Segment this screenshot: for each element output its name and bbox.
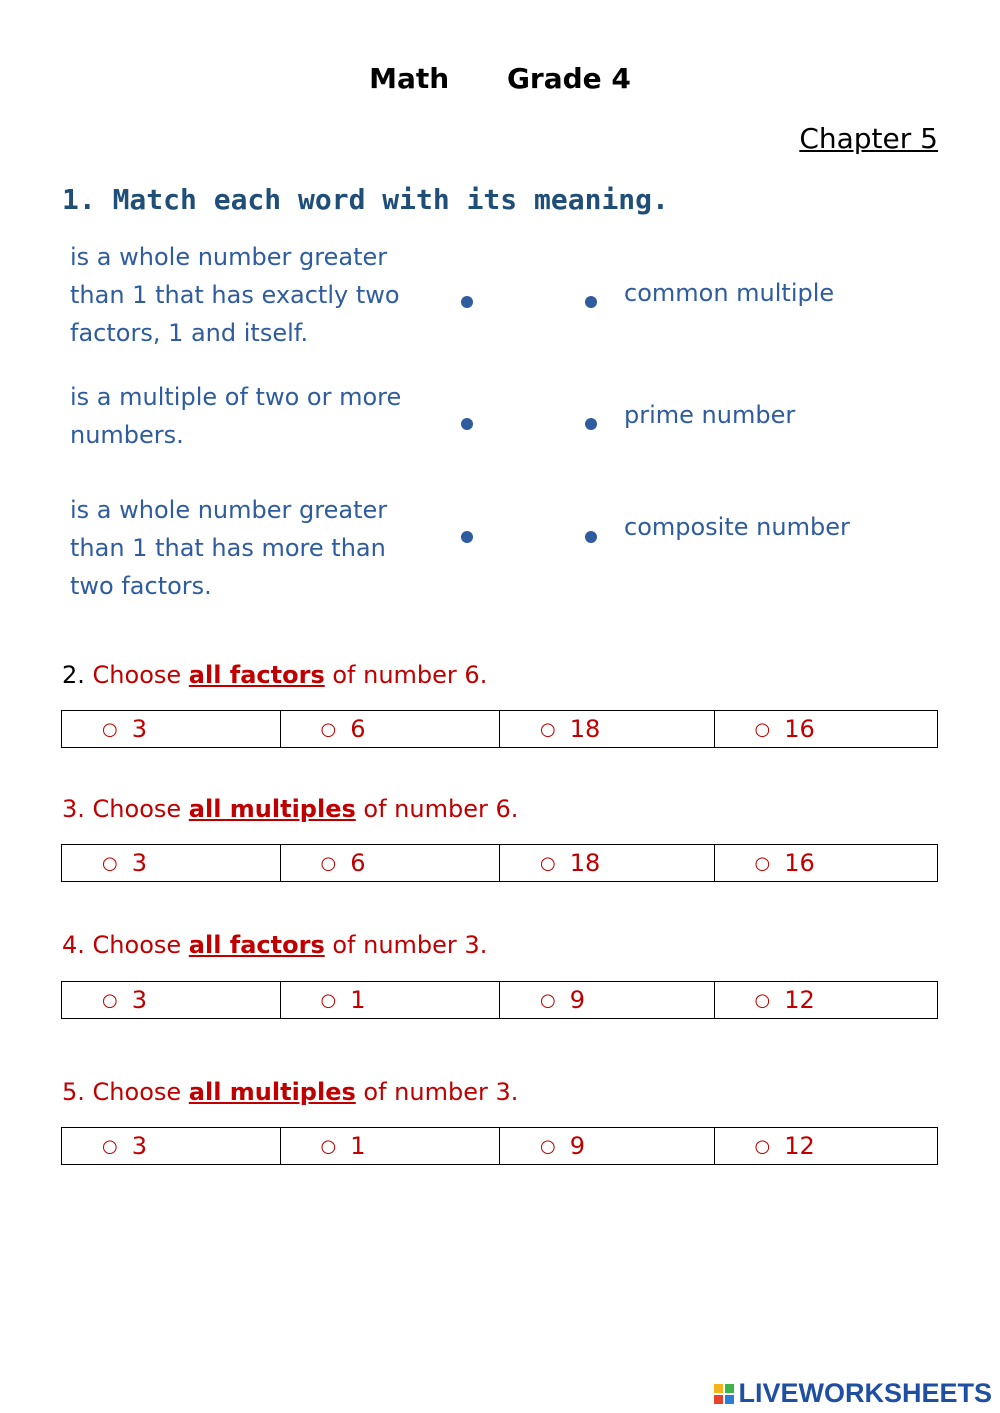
radio-icon[interactable]: ○ (102, 989, 118, 1011)
option-label: 1 (350, 986, 366, 1014)
option[interactable] (62, 845, 281, 881)
question-4-number: 4. (62, 931, 85, 959)
match-dot-right-2[interactable] (585, 418, 597, 430)
option-label: 12 (784, 986, 815, 1014)
question-2-keyword: all factors (188, 661, 325, 689)
definition-1: is a whole number greater than 1 that has exactly two factors, 1 and itself. (70, 243, 400, 347)
radio-icon[interactable]: ○ (102, 1135, 118, 1157)
option[interactable] (281, 845, 501, 881)
subject-label: Math (369, 62, 450, 95)
option[interactable] (715, 982, 937, 1018)
question-4-prefix: Choose (84, 931, 189, 959)
match-dot-left-3[interactable] (461, 531, 473, 543)
option-label: 3 (131, 1132, 147, 1160)
question-4-options (61, 981, 938, 1019)
option-label: 16 (784, 849, 815, 877)
radio-icon[interactable]: ○ (540, 852, 556, 874)
question-2-number: 2. (62, 661, 85, 689)
option-label: 9 (569, 1132, 585, 1160)
question-5-keyword: all multiples (188, 1078, 356, 1106)
question-5-options (61, 1127, 938, 1165)
radio-icon[interactable]: ○ (320, 852, 337, 874)
question-5-suffix: of number 3. (355, 1078, 519, 1106)
question-5-prefix: Choose (84, 1078, 189, 1106)
definition-2: is a multiple of two or more numbers. (70, 383, 402, 449)
match-dot-right-3[interactable] (585, 531, 597, 543)
radio-icon[interactable]: ○ (320, 1135, 337, 1157)
radio-icon[interactable]: ○ (754, 852, 771, 874)
option[interactable] (281, 1128, 501, 1164)
radio-icon[interactable]: ○ (102, 718, 118, 740)
definition-3: is a whole number greater than 1 that has more than two factors. (70, 496, 388, 600)
chapter-label: Chapter 5 (799, 122, 938, 155)
option[interactable] (500, 982, 715, 1018)
option[interactable] (281, 982, 501, 1018)
option[interactable] (62, 982, 281, 1018)
option-label: 3 (131, 715, 147, 743)
option[interactable] (715, 711, 937, 747)
radio-icon[interactable]: ○ (102, 852, 118, 874)
term-2: prime number (624, 401, 796, 429)
option[interactable] (62, 1128, 281, 1164)
option[interactable] (715, 845, 937, 881)
option[interactable] (715, 1128, 937, 1164)
option-label: 3 (131, 986, 147, 1014)
option-label: 18 (569, 715, 601, 743)
question-3-keyword: all multiples (188, 795, 356, 823)
radio-icon[interactable]: ○ (540, 1135, 556, 1157)
question-1-title: 1. Match each word with its meaning. (62, 183, 669, 216)
option[interactable] (281, 711, 501, 747)
option-label: 6 (350, 849, 366, 877)
grade-label: Grade 4 (506, 62, 631, 95)
question-2-prefix: Choose (84, 661, 189, 689)
option[interactable] (500, 1128, 715, 1164)
match-dot-right-1[interactable] (585, 296, 597, 308)
question-2-suffix: of number 6. (324, 661, 488, 689)
radio-icon[interactable]: ○ (320, 989, 337, 1011)
logo-blocks-icon (714, 1384, 734, 1404)
liveworksheets-logo (714, 1378, 992, 1409)
option-label: 6 (350, 715, 366, 743)
question-3-suffix: of number 6. (355, 795, 519, 823)
match-dot-left-2[interactable] (461, 418, 473, 430)
logo-text: LIVEWORKSHEETS (738, 1378, 992, 1408)
match-dot-left-1[interactable] (461, 296, 473, 308)
question-3-prefix: Choose (84, 795, 189, 823)
option-label: 12 (784, 1132, 815, 1160)
question-3-title (62, 795, 518, 823)
question-3-options (61, 844, 938, 882)
question-2-options (61, 710, 938, 748)
radio-icon[interactable]: ○ (320, 718, 337, 740)
question-4-suffix: of number 3. (324, 931, 488, 959)
radio-icon[interactable]: ○ (540, 989, 556, 1011)
radio-icon[interactable]: ○ (754, 718, 771, 740)
radio-icon[interactable]: ○ (754, 1135, 771, 1157)
option-label: 9 (569, 986, 585, 1014)
option-label: 3 (131, 849, 147, 877)
page-title (0, 62, 1000, 95)
term-1: common multiple (624, 279, 835, 307)
question-5-number: 5. (62, 1078, 85, 1106)
term-3: composite number (624, 513, 850, 541)
option-label: 18 (569, 849, 601, 877)
option-label: 1 (350, 1132, 366, 1160)
question-2-title (62, 661, 487, 689)
radio-icon[interactable]: ○ (754, 989, 771, 1011)
radio-icon[interactable]: ○ (540, 718, 556, 740)
question-4-keyword: all factors (188, 931, 325, 959)
question-4-title (62, 931, 487, 959)
option[interactable] (500, 845, 715, 881)
question-5-title (62, 1078, 518, 1106)
question-3-number: 3. (62, 795, 85, 823)
option-label: 16 (784, 715, 815, 743)
option[interactable] (500, 711, 715, 747)
option[interactable] (62, 711, 281, 747)
